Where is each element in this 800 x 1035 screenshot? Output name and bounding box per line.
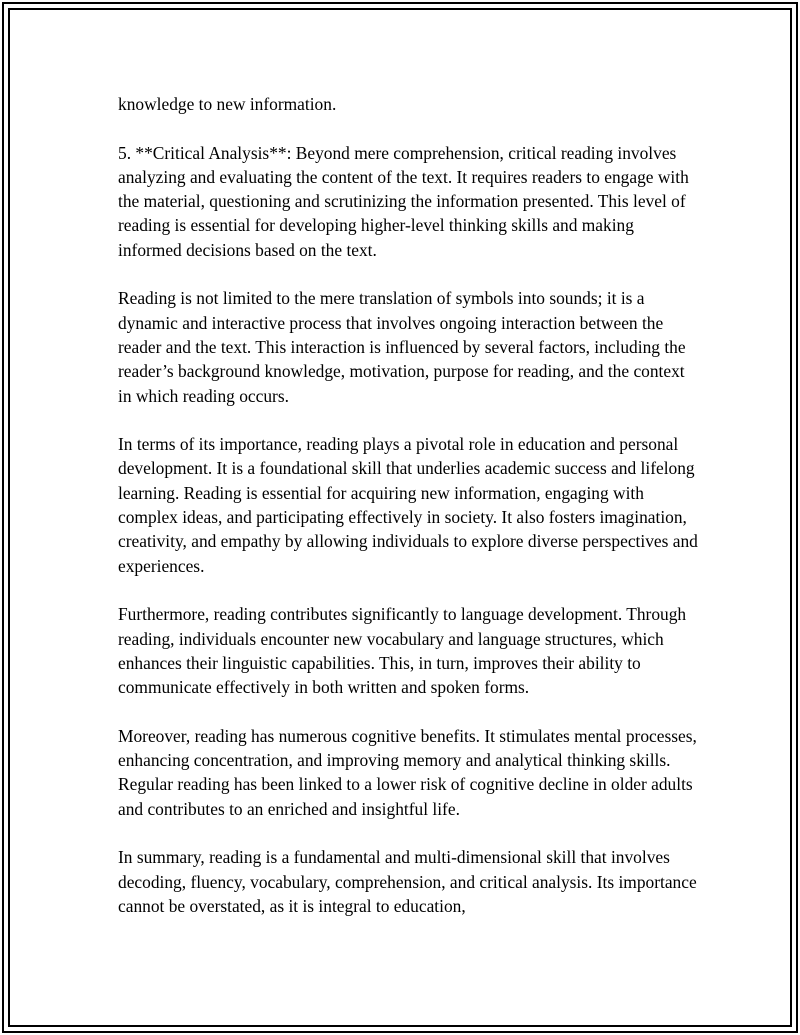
paragraph-language-development: Furthermore, reading contributes significantly to language development. Through reading, individuals encounter new vocabulary and language structures, which enhances their linguistic capabilities. This, in turn, improves their ability to communicate effectively in both written and spoken forms. [118, 604, 687, 698]
document-body [118, 92, 698, 942]
paragraph-importance: In terms of its importance, reading plays a pivotal role in education and personal development. It is a foundational skill that underlies academic success and lifelong learning. Reading is essential for acquiring new information, engaging with complex ideas, and participating effectively in society. It also fosters imagination, creativity, and empathy by allowing individuals to explore diverse perspectives and experiences. [118, 434, 698, 576]
paragraph-summary: In summary, reading is a fundamental and multi-dimensional skill that involves decoding, fluency, vocabulary, comprehension, and critical analysis. Its importance cannot be overstated, as it is integral to education, [118, 847, 697, 916]
paragraph-reading-process: Reading is not limited to the mere translation of symbols into sounds; it is a dynamic and interactive process that involves ongoing interaction between the reader and the text. This interaction is influenced by several factors, including the reader’s background knowledge, motivation, purpose for reading, and the context in which reading occurs. [118, 288, 686, 406]
paragraph-cognitive-benefits: Moreover, reading has numerous cognitive benefits. It stimulates mental processes, enhancing concentration, and improving memory and analytical thinking skills. Regular reading has been linked to a lower risk of cognitive decline in older adults and contributes to an enriched and insightful life. [118, 725, 697, 819]
paragraph-critical-analysis: 5. **Critical Analysis**: Beyond mere comprehension, critical reading involves analyzing and evaluating the content of the text. It requires readers to engage with the material, questioning and scrutinizing the information presented. This level of reading is essential for developing higher-level thinking skills and making informed decisions based on the text. [118, 142, 689, 260]
paragraph-continuation: knowledge to new information. [118, 94, 337, 114]
